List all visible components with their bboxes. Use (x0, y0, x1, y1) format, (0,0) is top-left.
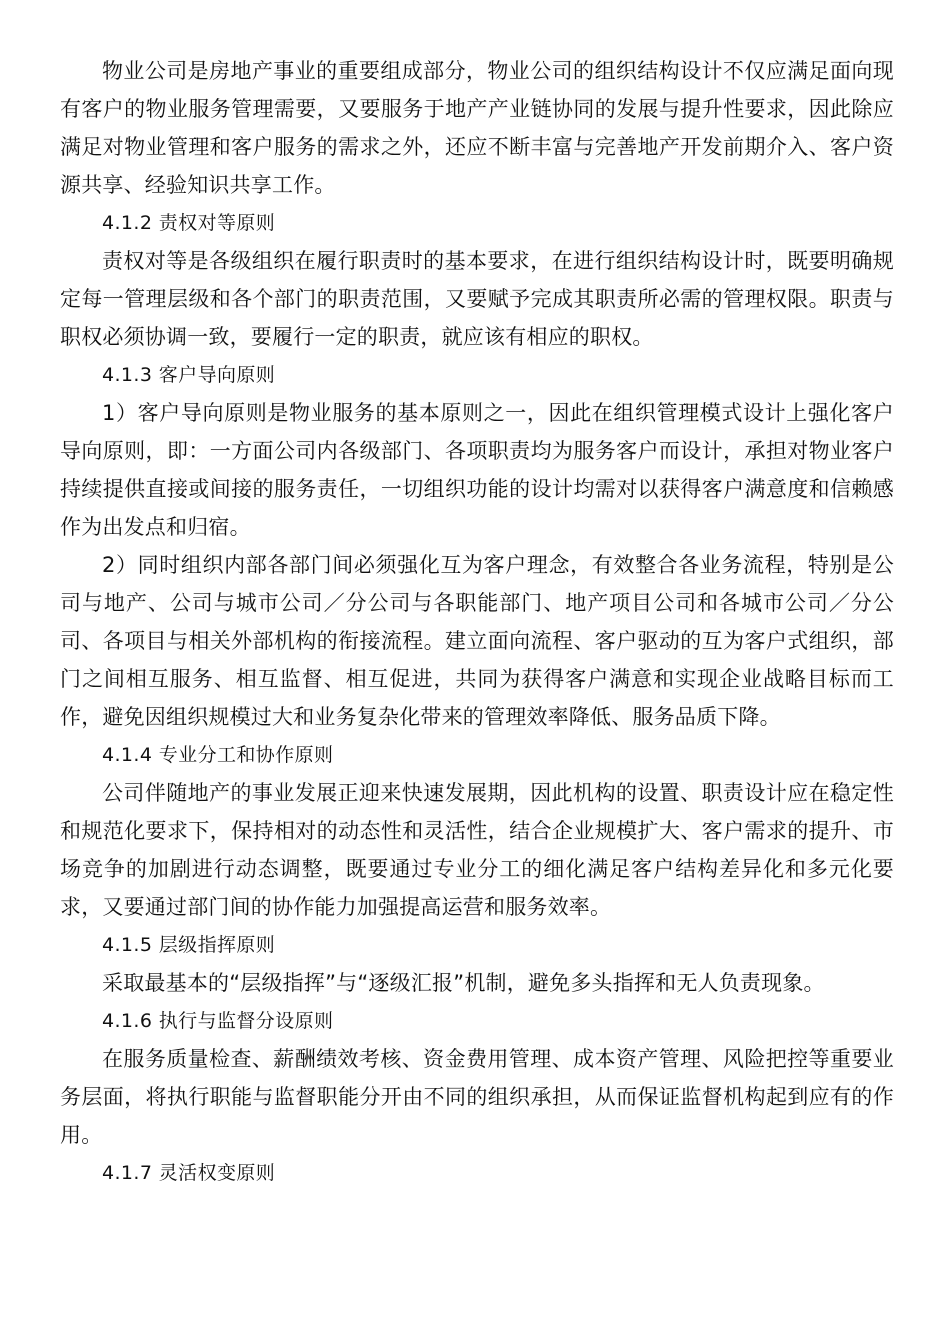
document-page (60, 52, 894, 1192)
section-heading-4-1-3: 4.1.3 客户导向原则 (102, 364, 276, 386)
section-heading-4-1-4: 4.1.4 专业分工和协作原则 (102, 744, 334, 766)
paragraph-customer-orientation-2: 2）同时组织内部各部门间必须强化互为客户理念，有效整合各业务流程，特别是公司与地产、公司与城市公司／分公司与各职能部门、地产项目公司和各城市公司／分公司、各项目与相关外部机构的衔接流程。建立面向流程、客户驱动的互为客户式组织，部门之间相互服务、相互监督、相互促进，共同为获得客户满意和实现企业战略目标而工作，避免因组织规模过大和业务复杂化带来的管理效率降低、服务品质下降。 (60, 553, 894, 729)
intro-paragraph: 物业公司是房地产事业的重要组成部分，物业公司的组织结构设计不仅应满足面向现有客户的物业服务管理需要，又要服务于地产产业链协同的发展与提升性要求，因此除应满足对物业管理和客户服务的需求之外，还应不断丰富与完善地产开发前期介入、客户资源共享、经验知识共享工作。 (60, 59, 894, 197)
paragraph-specialization: 公司伴随地产的事业发展正迎来快速发展期，因此机构的设置、职责设计应在稳定性和规范化要求下，保持相对的动态性和灵活性，结合企业规模扩大、客户需求的提升、市场竞争的加剧进行动态调整，既要通过专业分工的细化满足客户结构差异化和多元化要求，又要通过部门间的协作能力加强提高运营和服务效率。 (60, 781, 894, 919)
section-heading-4-1-5: 4.1.5 层级指挥原则 (102, 934, 276, 956)
paragraph-customer-orientation-1: 1）客户导向原则是物业服务的基本原则之一，因此在组织管理模式设计上强化客户导向原则，即：一方面公司内各级部门、各项职责均为服务客户而设计，承担对物业客户持续提供直接或间接的服务责任，一切组织功能的设计均需对以获得客户满意度和信赖感作为出发点和归宿。 (60, 401, 894, 539)
section-heading-4-1-7: 4.1.7 灵活权变原则 (102, 1162, 276, 1184)
paragraph-execution-supervision: 在服务质量检查、薪酬绩效考核、资金费用管理、成本资产管理、风险把控等重要业务层面，将执行职能与监督职能分开由不同的组织承担，从而保证监督机构起到应有的作用。 (60, 1047, 894, 1147)
paragraph-responsibility: 责权对等是各级组织在履行职责时的基本要求，在进行组织结构设计时，既要明确规定每一管理层级和各个部门的职责范围，又要赋予完成其职责所必需的管理权限。职责与职权必须协调一致，要履行一定的职责，就应该有相应的职权。 (60, 249, 894, 349)
section-heading-4-1-6: 4.1.6 执行与监督分设原则 (102, 1010, 334, 1032)
paragraph-hierarchy: 采取最基本的“层级指挥”与“逐级汇报”机制，避免多头指挥和无人负责现象。 (102, 971, 825, 995)
section-heading-4-1-2: 4.1.2 责权对等原则 (102, 212, 276, 234)
